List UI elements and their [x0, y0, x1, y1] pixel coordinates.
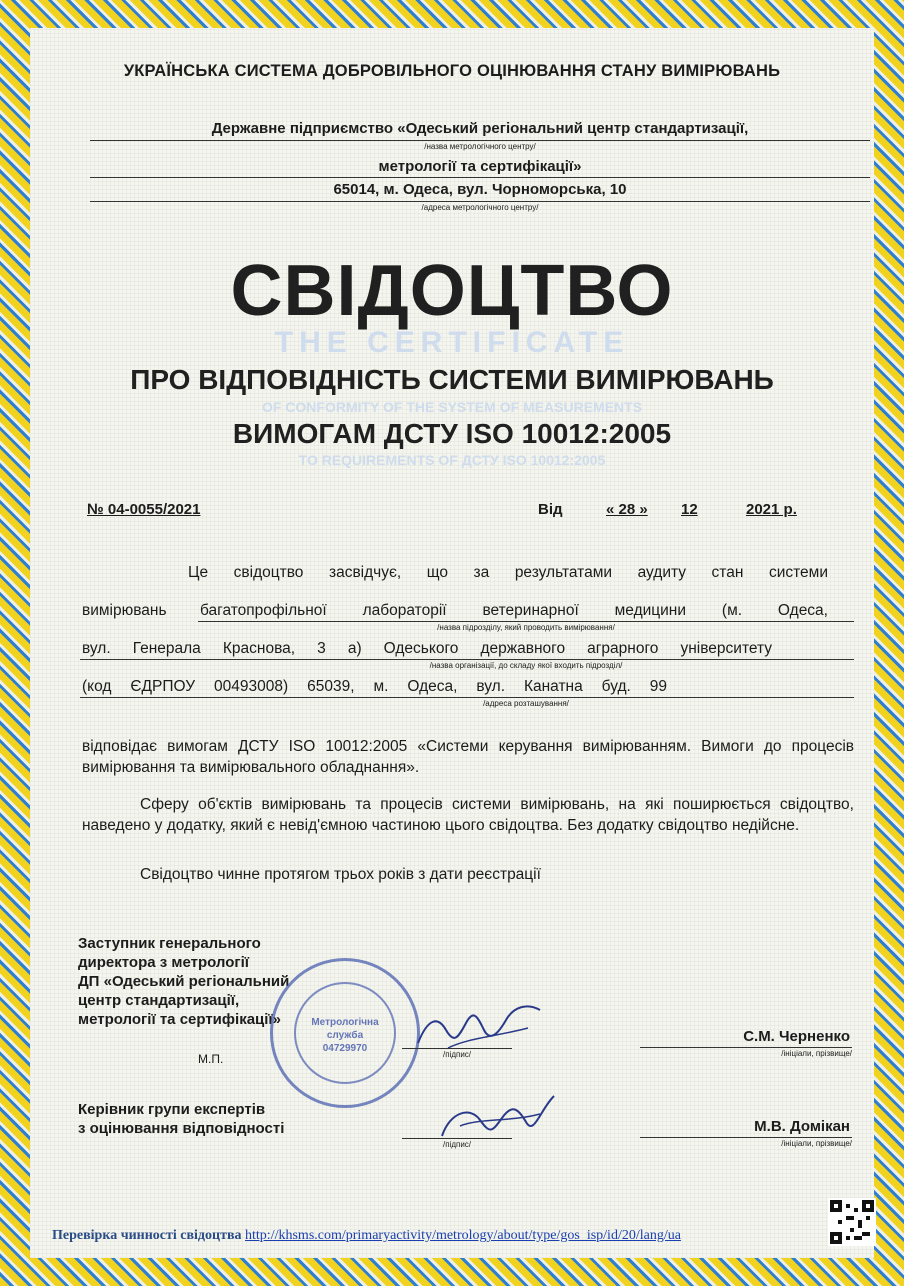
certificate-title: СВІДОЦТВО	[230, 251, 674, 331]
signature-caption: /підпис/	[442, 1140, 472, 1149]
verification-link[interactable]: http://khsms.com/primaryactivity/metrology/about/type/gos_isp/id/20/lang/ua	[245, 1228, 681, 1243]
divider	[198, 621, 854, 622]
caption-unit: /назва підрозділу, який проводить вимірювання/	[437, 623, 615, 632]
name-caption: /ініціали, прізвище/	[781, 1049, 852, 1058]
body-line3: вул. Генерала Краснова, 3 а) Одеського державного аграрного університету	[82, 640, 772, 657]
stamp-text-line1: Метрологічна	[311, 1017, 379, 1028]
body-para1: відповідає вимогам ДСТУ ISO 10012:2005 «Системи керування вимірюванням. Вимоги до процесів вимірювання та вимірювального обладнання».	[82, 738, 854, 776]
qr-code-icon	[828, 1198, 876, 1246]
divider	[90, 140, 870, 141]
address-caption: /адреса метрологічного центру/	[421, 203, 539, 212]
signature-icon	[408, 998, 548, 1058]
org-address: 65014, м. Одеса, вул. Чорноморська, 10	[333, 181, 627, 198]
lead-name: М.В. Домікан	[754, 1118, 850, 1135]
lead-position	[78, 1100, 284, 1138]
lead-line2: з оцінювання відповідності	[78, 1120, 285, 1137]
footer-label: Перевірка чинності свідоцтва	[52, 1228, 242, 1243]
body-para2: Сферу об'єктів вимірювань та процесів системи вимірювань, на які поширюється свідоцтво, наведено у додатку, який є невід'ємною частиною цього свідоцтва. Без додатку свідоцтво недійсне.	[82, 796, 854, 834]
body-line2-value: багатопрофільної лабораторії ветеринарної медицини (м. Одеса,	[200, 602, 828, 619]
org-name-line2: метрології та сертифікації»	[378, 158, 582, 175]
date-month: 12	[681, 501, 698, 518]
signature-line	[402, 1138, 512, 1139]
certificate-requirement-en: TO REQUIREMENTS OF ДСТУ ISO 10012:2005	[298, 452, 606, 468]
date-label: Від	[538, 501, 563, 518]
signature-icon	[430, 1088, 560, 1148]
lead-line1: Керівник групи експертів	[78, 1101, 266, 1118]
seal-place-mark: М.П.	[198, 1052, 224, 1066]
body-intro: Це свідоцтво засвідчує, що за результатами аудиту стан системи	[188, 564, 828, 581]
deputy-name: С.М. Черненко	[743, 1028, 850, 1045]
deputy-position	[78, 934, 289, 1029]
divider	[80, 659, 854, 660]
deputy-line3: ДП «Одеський регіональний	[78, 973, 290, 990]
org-name-line1: Державне підприємство «Одеський регіональний центр стандартизації,	[211, 120, 749, 137]
certificate-sheet	[30, 28, 874, 1258]
deputy-line1: Заступник генерального	[78, 935, 261, 952]
name-line	[640, 1137, 852, 1138]
certificate-subtitle: ПРО ВІДПОВІДНІСТЬ СИСТЕМИ ВИМІРЮВАНЬ	[130, 364, 774, 395]
caption-organization: /назва організації, до складу якої входить підрозділ/	[429, 661, 623, 670]
certificate-title-en: THE CERTIFICATE	[274, 326, 630, 359]
divider	[80, 697, 854, 698]
body-line4: (код ЄДРПОУ 00493008) 65039, м. Одеса, вул. Канатна буд. 99	[82, 678, 667, 695]
caption-address: /адреса розташування/	[483, 699, 569, 708]
footer-verification	[52, 1228, 681, 1244]
name-line	[640, 1047, 852, 1048]
signature-line	[402, 1048, 512, 1049]
date-year: 2021 р.	[746, 501, 797, 518]
divider	[90, 177, 870, 178]
certificate-requirement: ВИМОГАМ ДСТУ ISO 10012:2005	[232, 418, 672, 449]
signature-caption: /підпис/	[442, 1050, 472, 1059]
certificate-subtitle-en: OF CONFORMITY OF THE SYSTEM OF MEASUREMENTS	[261, 399, 643, 415]
body-para3: Свідоцтво чинне протягом трьох років з дати реєстрації	[140, 866, 541, 883]
date-day: « 28 »	[606, 501, 648, 518]
stamp-text-line2: служба	[326, 1030, 364, 1041]
deputy-line4: центр стандартизації,	[78, 992, 240, 1009]
certificate-number: № 04-0055/2021	[87, 501, 201, 518]
org-caption: /назва метрологічного центру/	[424, 142, 536, 151]
divider	[90, 201, 870, 202]
deputy-line5: метрології та сертифікації»	[78, 1011, 281, 1028]
body-line2-label: вимірювань	[82, 602, 167, 619]
stamp-text-line3: 04729970	[322, 1043, 368, 1054]
stamp-text	[302, 1016, 388, 1055]
system-title: УКРАЇНСЬКА СИСТЕМА ДОБРОВІЛЬНОГО ОЦІНЮВАННЯ СТАНУ ВИМІРЮВАНЬ	[123, 62, 781, 80]
deputy-line2: директора з метрології	[78, 954, 250, 971]
name-caption: /ініціали, прізвище/	[781, 1139, 852, 1148]
